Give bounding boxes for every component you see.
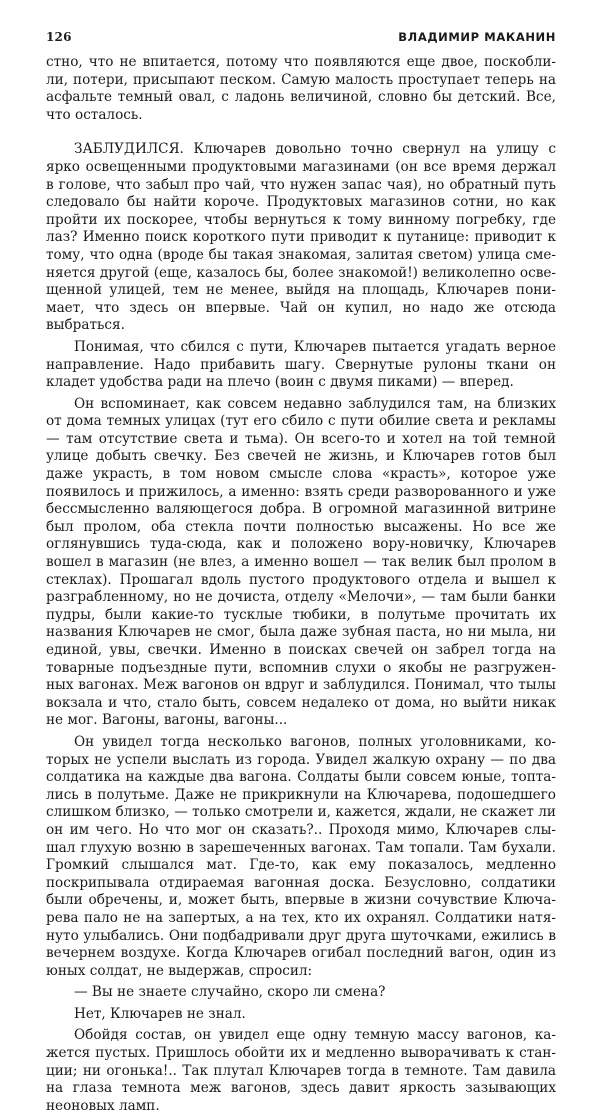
dialogue-line: — Вы не знаете случайно, скоро ли смена? [74, 984, 386, 1001]
paragraph: Обойдя состав, он увидел еще одну темную массу вагонов, кажется пустых. Пришлось обойти их и медленно выворачивать к станции; ни огонька!.. Так плутал Ключарев тогда в темноте. Там давила на глаза темнота меж вагонов, здесь давит яркость зазывающих неоновых ламп. [46, 1027, 556, 1114]
paragraph: Он увидел тогда несколько вагонов, полных уголовниками, которых не успели выслать из города. Увидел жалкую охрану — по два солдатика на каждые два вагона. Солдаты были совсем юные, топтались в полутьме. Даже не прикрикнули на Ключарева, подошедшего слишком близко, — только смотрели и, кажется, ждали, не скажет ли он им чего. Но что мог он сказать?.. Проходя мимо, Ключарев слышал глухую возню в зарешеченных вагонах. Там топали. Там бухали. Громкий слышался мат. Где-то, как ему показалось, медленно поскрипывала отдираемая вагонная доска. Безусловно, солдатики были обречены, и, может быть, впервые в жизни сочувствие Ключарева пало не на запертых, а на тех, кто их охранял. Солдатики натянуто улыбались. Они подбадривали друг друга шуточками, ежились в вечернем воздухе. Когда Ключарев огибал последний вагон, один из юных солдат, не выдержав, спросил: [46, 733, 556, 979]
page-number: 126 [46, 30, 72, 44]
paragraph: Понимая, что сбился с пути, Ключарев пытается угадать верное направление. Надо прибавить шагу. Свернутые рулоны ткани он кладет удобства ради на плечо (воин с двумя пиками) — вперед. [46, 338, 556, 391]
book-page [46, 30, 556, 1115]
running-head-author: ВЛАДИМИР МАКАНИН [398, 30, 556, 44]
paragraph-section-start: ЗАБЛУДИЛСЯ. Ключарев довольно точно свернул на улицу с ярко освещенными продуктовыми магазинами (он все время держал в голове, что забыл про чай, что нужен запас чая), но обратный путь следовало бы найти короче. Продуктовых магазинов сотни, но как пройти их поскорее, чтобы вернуться к тому винному погребку, где лаз? Именно поиск короткого пути приводит к путанице: приводит к тому, что одна (вроде бы такая знакомая, залитая светом) улица сменяется другой (еще, казалось бы, более знакомой!) великолепно освещенной улицей, тем не менее, выйдя на площадь, Ключарев понимает, что здесь он впервые. Чай он купил, но надо же отсюда выбраться. [46, 141, 556, 334]
paragraph: Нет, Ключарев не знал. [74, 1005, 246, 1022]
page-header [46, 30, 556, 50]
paragraph: Он вспоминает, как совсем недавно заблудился там, на близких от дома темных улицах (тут его сбило с пути обилие света и рекламы — там отсутствие света и тьма). Он всего-то и хотел на той темной улице добыть свечку. Без свечей не жизнь, и Ключарев готов был даже украсть, в том новом смысле слова «красть», которое уже появилось и прижилось, а именно: взять среди разворованного и уже бессмысленно валяющегося добра. В огромной магазинной витрине был пролом, оба стекла почти полностью высажены. Но все же оглянувшись туда-сюда, как и положено вору-новичку, Ключарев вошел в магазин (не влез, а именно вошел — так велик был пролом в стеклах). Прошагал вдоль пустого продуктового отдела и вышел к разграбленному, но не дочиста, отделу «Мелочи», — там были банки пудры, были какие-то тусклые тюбики, в полутьме прочитать их названия Ключарев не смог, была даже зубная паста, но ни мыла, ни единой, увы, свечки. Именно в поисках свечей он забрел тогда на товарные подъездные пути, вспомнив слухи о якобы не разгруженных вагонах. Меж вагонов он вдруг и заблудился. Понимал, что тылы вокзала и что, стало быть, совсем недалеко от дома, но выйти никак не мог. Вагоны, вагоны, вагоны... [46, 395, 556, 729]
body-text [46, 54, 556, 1115]
paragraph-continuation: стно, что не впитается, потому что появляются еще двое, поскоблили, потери, присыпают песком. Самую малость проступает теперь на асфальте темный овал, с ладонь величиной, словно бы детский. Все, что осталось. [46, 54, 556, 123]
